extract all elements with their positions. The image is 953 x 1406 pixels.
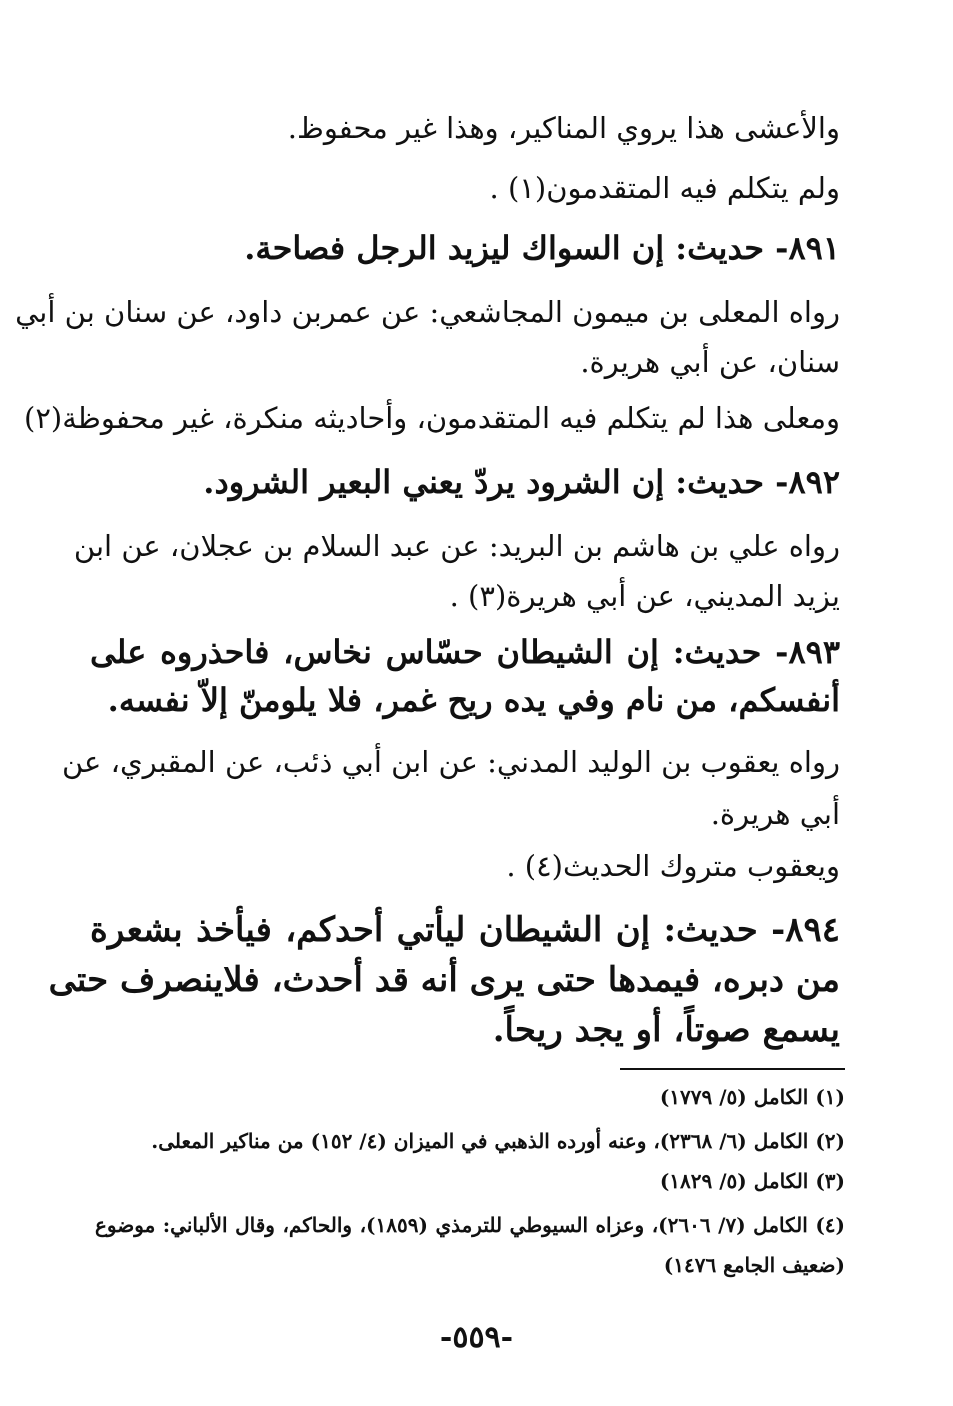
hadith-heading-891: ٨٩١- حديث: إن السواك ليزيد الرجل فصاحة. <box>244 229 840 267</box>
hadith-heading-894: ٨٩٤- حديث: إن الشيطان ليأتي أحدكم، فيأخذ بشعرة <box>90 910 840 950</box>
hadith-heading-893-cont: أنفسكم، من نام وفي يده ريح غمر، فلا يلومنّ إلاّ نفسه. <box>107 681 840 719</box>
body-line: رواه علي بن هاشم بن البريد: عن عبد السلام بن عجلان، عن ابن <box>73 529 840 563</box>
body-line: أبي هريرة. <box>710 797 840 831</box>
body-line: رواه المعلى بن ميمون المجاشعي: عن عمربن داود، عن سنان بن أبي <box>15 295 840 329</box>
body-line: يزيد المديني، عن أبي هريرة(٣) . <box>449 579 840 613</box>
hadith-heading-892: ٨٩٢- حديث: إن الشرود يردّ يعني البعير الشرود. <box>203 463 840 501</box>
hadith-heading-894-cont: من دبره، فيمدها حتى يرى أنه قد أحدث، فلاينصرف حتى <box>48 960 840 1000</box>
footnote-2: (٢) الكامل (٦/ ٢٣٦٨)، وعنه أورده الذهبي في الميزان (٤/ ١٥٢) من مناكير المعلى. <box>151 1129 845 1153</box>
body-line: ولم يتكلم فيه المتقدمون(١) . <box>489 171 840 205</box>
footnote-4: (٤) الكامل (٧/ ٢٦٠٦)، وعزاه السيوطي للترمذي (١٨٥٩)، والحاكم، وقال الألباني: موضوع <box>95 1213 846 1237</box>
footnote-4-cont: (ضعيف الجامع ١٤٧٦) <box>663 1253 845 1277</box>
footnote-3: (٣) الكامل (٥/ ١٨٢٩) <box>659 1169 845 1193</box>
body-line: ويعقوب متروك الحديث(٤) . <box>506 849 840 883</box>
body-line: ومعلى هذا لم يتكلم فيه المتقدمون، وأحاديثه منكرة، غير محفوظة(٢) <box>24 401 840 435</box>
body-line: والأعشى هذا يروي المناكير، وهذا غير محفوظ. <box>287 111 840 145</box>
body-line: رواه يعقوب بن الوليد المدني: عن ابن أبي ذئب، عن المقبري، عن <box>61 745 840 779</box>
footnote-divider <box>620 1068 845 1070</box>
hadith-heading-893: ٨٩٣- حديث: إن الشيطان حسّاس نخاس، فاحذروه على <box>90 633 840 671</box>
hadith-heading-894-end: يسمع صوتاً، أو يجد ريحاً. <box>492 1010 840 1050</box>
footnote-1: (١) الكامل (٥/ ١٧٧٩) <box>659 1085 845 1109</box>
page-number: -٥٥٩- <box>439 1320 514 1355</box>
body-line: سنان، عن أبي هريرة. <box>580 345 840 379</box>
